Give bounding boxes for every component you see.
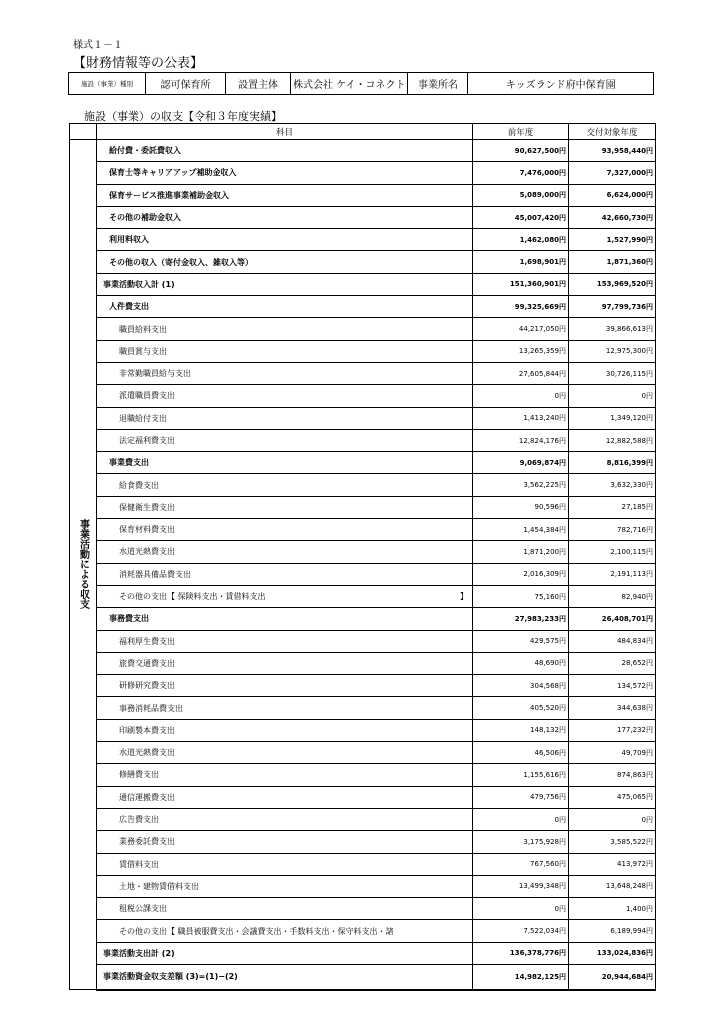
- row-subject: [97, 452, 473, 474]
- row-prev-value: 148,132円: [473, 719, 569, 741]
- row-prev-value: 429,575円: [473, 630, 569, 652]
- col-current-header: 交付対象年度: [569, 124, 656, 140]
- table-row: [70, 519, 656, 541]
- table-row: [70, 786, 656, 808]
- table-row: [70, 853, 656, 875]
- facility-type-value: 認可保育所: [146, 73, 226, 95]
- row-subject-text: その他の収入（寄付金収入、雑収入等）: [109, 257, 253, 267]
- row-subject-text: 業務委託費支出: [119, 837, 175, 847]
- table-row: [70, 362, 656, 384]
- row-current-value: 413,972円: [569, 853, 656, 875]
- row-subject-text: 事務費支出: [109, 614, 149, 624]
- row-subject-text: 保育材料費支出: [119, 525, 175, 535]
- table-row: [70, 452, 656, 474]
- table-row: [70, 318, 656, 340]
- table-row: [70, 429, 656, 451]
- side-category-label: 事業活動による収支: [77, 518, 89, 609]
- table-row: [70, 184, 656, 206]
- row-subject-text: 事業活動資金収支差額 (3)=(1)−(2): [103, 972, 238, 982]
- table-row: [70, 385, 656, 407]
- row-subject: [97, 140, 473, 162]
- row-prev-value: 46,506円: [473, 742, 569, 764]
- row-prev-value: 1,871,200円: [473, 541, 569, 563]
- row-current-value: 133,024,836円: [569, 942, 656, 964]
- row-subject-text: 事業活動支出計 (2): [103, 948, 175, 958]
- table-row: [70, 340, 656, 362]
- document-title: 【財務情報等の公表】: [73, 56, 204, 71]
- row-current-value: 28,652円: [569, 652, 656, 674]
- table-row: [70, 251, 656, 273]
- row-current-value: 0円: [569, 385, 656, 407]
- table-row: [70, 585, 656, 607]
- row-subject: [97, 875, 473, 897]
- row-subject: [97, 184, 473, 206]
- row-current-value: 1,349,120円: [569, 407, 656, 429]
- row-prev-value: 27,983,233円: [473, 608, 569, 630]
- row-subject-text: 事業活動収入計 (1): [103, 279, 175, 289]
- row-subject: [97, 630, 473, 652]
- row-current-value: 82,940円: [569, 585, 656, 607]
- row-prev-value: 479,756円: [473, 786, 569, 808]
- row-subject: [97, 251, 473, 273]
- row-prev-value: 3,562,225円: [473, 474, 569, 496]
- table-row: [70, 229, 656, 251]
- table-row: [70, 563, 656, 585]
- table-row: [70, 140, 656, 162]
- row-subject: [97, 385, 473, 407]
- row-subject-text: 水道光熱費支出: [119, 547, 175, 557]
- row-prev-value: 7,522,034円: [473, 920, 569, 942]
- row-prev-value: 48,690円: [473, 652, 569, 674]
- table-row: [70, 898, 656, 920]
- row-current-value: 1,527,990円: [569, 229, 656, 251]
- row-current-value: 39,866,613円: [569, 318, 656, 340]
- row-prev-value: 1,155,616円: [473, 764, 569, 786]
- row-current-value: 49,709円: [569, 742, 656, 764]
- row-current-value: 12,975,300円: [569, 340, 656, 362]
- row-subject: [97, 964, 473, 990]
- row-prev-value: 45,007,420円: [473, 206, 569, 228]
- row-subject: [97, 296, 473, 318]
- col-prev-header: 前年度: [473, 124, 569, 140]
- operator-label: 設置主体: [226, 73, 291, 95]
- row-current-value: 20,944,684円: [569, 964, 656, 990]
- row-subject-text: その他の支出【 職員被服費支出・会議費支出・手数料支出・保守料支出・諸: [119, 926, 394, 936]
- row-current-value: 30,726,115円: [569, 362, 656, 384]
- table-row: [70, 273, 656, 295]
- row-subject-text: 旅費交通費支出: [119, 658, 175, 668]
- row-current-value: 6,624,000円: [569, 184, 656, 206]
- row-subject: [97, 585, 473, 607]
- table-row: [70, 474, 656, 496]
- row-current-value: 7,327,000円: [569, 162, 656, 184]
- row-prev-value: 136,378,776円: [473, 942, 569, 964]
- row-current-value: 97,799,736円: [569, 296, 656, 318]
- row-subject-text: 法定福利費支出: [119, 436, 175, 445]
- table-row: [70, 652, 656, 674]
- row-current-value: 1,871,360円: [569, 251, 656, 273]
- table-row: [70, 541, 656, 563]
- row-subject-text: 保健衛生費支出: [119, 502, 175, 512]
- row-current-value: 2,100,115円: [569, 541, 656, 563]
- row-current-value: 344,638円: [569, 697, 656, 719]
- row-current-value: 93,958,440円: [569, 140, 656, 162]
- table-row: [70, 942, 656, 964]
- row-prev-value: 767,560円: [473, 853, 569, 875]
- section-title: 施設（事業）の収支【令和３年度実績】: [84, 110, 282, 123]
- table-row: [70, 162, 656, 184]
- table-row: [70, 630, 656, 652]
- row-prev-value: 0円: [473, 898, 569, 920]
- row-subject-text: 利用料収入: [109, 235, 149, 245]
- facility-type-label: 施設（事業）種別: [69, 73, 146, 95]
- table-header-row: [70, 124, 656, 140]
- office-label: 事業所名: [408, 73, 468, 95]
- row-subject: [97, 429, 473, 451]
- row-subject-text: その他の補助金収入: [109, 213, 181, 223]
- row-prev-value: 27,605,844円: [473, 362, 569, 384]
- row-subject-text: 保育サービス推進事業補助金収入: [109, 190, 229, 200]
- row-prev-value: 44,217,050円: [473, 318, 569, 340]
- facility-header-table: [68, 72, 654, 95]
- row-subject: [97, 808, 473, 830]
- row-current-value: 0円: [569, 808, 656, 830]
- row-subject: [97, 519, 473, 541]
- row-prev-value: 304,568円: [473, 675, 569, 697]
- row-subject: [97, 563, 473, 585]
- row-subject-text: 修繕費支出: [119, 770, 159, 780]
- row-subject-text: 職員給料支出: [119, 324, 167, 334]
- row-subject: [97, 318, 473, 340]
- table-row: [70, 964, 656, 990]
- row-prev-value: 0円: [473, 808, 569, 830]
- row-current-value: 475,065円: [569, 786, 656, 808]
- row-subject: [97, 340, 473, 362]
- row-current-value: 26,408,701円: [569, 608, 656, 630]
- row-subject: [97, 719, 473, 741]
- row-prev-value: 1,462,080円: [473, 229, 569, 251]
- row-subject-text: 事務消耗品費支出: [119, 703, 183, 713]
- row-subject-text: 派遣職員費支出: [119, 391, 175, 401]
- row-subject: [97, 831, 473, 853]
- row-prev-value: 9,069,874円: [473, 452, 569, 474]
- table-row: [70, 206, 656, 228]
- row-current-value: 134,572円: [569, 675, 656, 697]
- row-subject-text: 保育士等キャリアアップ補助金収入: [109, 168, 237, 178]
- row-current-value: 27,185円: [569, 496, 656, 518]
- row-subject: [97, 942, 473, 964]
- row-subject-text: 広告費支出: [119, 815, 159, 825]
- row-current-value: 1,400円: [569, 898, 656, 920]
- table-row: [70, 742, 656, 764]
- row-prev-value: 90,627,500円: [473, 140, 569, 162]
- row-current-value: 3,632,330円: [569, 474, 656, 496]
- table-row: [70, 496, 656, 518]
- row-prev-value: 5,089,000円: [473, 184, 569, 206]
- row-subject: [97, 697, 473, 719]
- table-row: [70, 407, 656, 429]
- row-current-value: 874,863円: [569, 764, 656, 786]
- row-subject: [97, 496, 473, 518]
- row-prev-value: 7,476,000円: [473, 162, 569, 184]
- row-subject-bracket-end: 】: [460, 592, 468, 602]
- income-expense-table: [69, 123, 656, 991]
- table-row: [70, 719, 656, 741]
- row-current-value: 42,660,730円: [569, 206, 656, 228]
- row-subject-text: 消耗器具備品費支出: [119, 569, 191, 579]
- col-subject-header: 科目: [97, 124, 473, 140]
- row-subject-text: 土地・建物賃借料支出: [119, 881, 199, 891]
- table-row: [70, 697, 656, 719]
- table-row: [70, 831, 656, 853]
- row-prev-value: 13,265,359円: [473, 340, 569, 362]
- row-subject: [97, 362, 473, 384]
- row-prev-value: 14,982,125円: [473, 964, 569, 990]
- table-row: [70, 808, 656, 830]
- row-subject: [97, 742, 473, 764]
- row-current-value: 6,189,994円: [569, 920, 656, 942]
- row-subject-text: 水道光熱費支出: [119, 748, 175, 758]
- row-current-value: 2,191,113円: [569, 563, 656, 585]
- row-subject-text: 研修研究費支出: [119, 681, 175, 691]
- row-subject-text: 印刷製本費支出: [119, 725, 175, 735]
- row-prev-value: 13,499,348円: [473, 875, 569, 897]
- row-prev-value: 151,360,901円: [473, 273, 569, 295]
- row-subject: [97, 474, 473, 496]
- table-row: [70, 920, 656, 942]
- row-subject: [97, 920, 473, 942]
- row-current-value: 153,969,520円: [569, 273, 656, 295]
- row-prev-value: 90,596円: [473, 496, 569, 518]
- row-subject-text: 非常勤職員給与支出: [119, 369, 191, 379]
- row-subject-text: 給付費・委託費収入: [109, 146, 181, 156]
- row-prev-value: 1,698,901円: [473, 251, 569, 273]
- row-prev-value: 2,016,309円: [473, 563, 569, 585]
- row-current-value: 3,585,522円: [569, 831, 656, 853]
- side-category-cell: [70, 140, 97, 990]
- row-current-value: 782,716円: [569, 519, 656, 541]
- row-subject: [97, 229, 473, 251]
- row-subject: [97, 206, 473, 228]
- header-corner: [70, 124, 97, 140]
- table-row: [70, 675, 656, 697]
- table-row: [70, 608, 656, 630]
- row-subject-text: 退職給付支出: [119, 413, 167, 423]
- row-prev-value: 12,824,176円: [473, 429, 569, 451]
- row-prev-value: 1,413,240円: [473, 407, 569, 429]
- row-subject: [97, 407, 473, 429]
- row-subject-text: その他の支出【 保険料支出・賃借料支出: [119, 592, 266, 602]
- row-prev-value: 405,520円: [473, 697, 569, 719]
- row-current-value: 177,232円: [569, 719, 656, 741]
- row-subject-text: 給食費支出: [119, 480, 159, 490]
- row-subject: [97, 273, 473, 295]
- office-value: キッズランド府中保育園: [468, 73, 654, 95]
- row-prev-value: 3,175,928円: [473, 831, 569, 853]
- row-current-value: 13,648,248円: [569, 875, 656, 897]
- row-subject: [97, 853, 473, 875]
- table-row: [70, 296, 656, 318]
- table-row: [70, 764, 656, 786]
- row-prev-value: 1,454,384円: [473, 519, 569, 541]
- row-subject: [97, 786, 473, 808]
- row-subject: [97, 541, 473, 563]
- row-current-value: 8,816,399円: [569, 452, 656, 474]
- row-subject-text: 職員賞与支出: [119, 346, 167, 356]
- row-prev-value: 75,160円: [473, 585, 569, 607]
- row-subject: [97, 608, 473, 630]
- table-row: [70, 875, 656, 897]
- row-subject-text: 通信運搬費支出: [119, 792, 175, 802]
- row-current-value: 12,882,588円: [569, 429, 656, 451]
- row-subject-text: 事業費支出: [109, 458, 149, 468]
- row-prev-value: 99,325,669円: [473, 296, 569, 318]
- row-current-value: 484,834円: [569, 630, 656, 652]
- row-subject: [97, 898, 473, 920]
- row-subject: [97, 652, 473, 674]
- form-number: 様式１－１: [73, 40, 123, 51]
- row-subject-text: 租税公課支出: [119, 904, 167, 914]
- row-subject: [97, 162, 473, 184]
- row-subject: [97, 764, 473, 786]
- operator-value: 株式会社 ケイ・コネクト: [291, 73, 408, 95]
- row-subject: [97, 675, 473, 697]
- row-subject-text: 人件費支出: [109, 302, 149, 312]
- row-subject-text: 福利厚生費支出: [119, 636, 175, 646]
- row-prev-value: 0円: [473, 385, 569, 407]
- row-subject-text: 賃借料支出: [119, 859, 159, 869]
